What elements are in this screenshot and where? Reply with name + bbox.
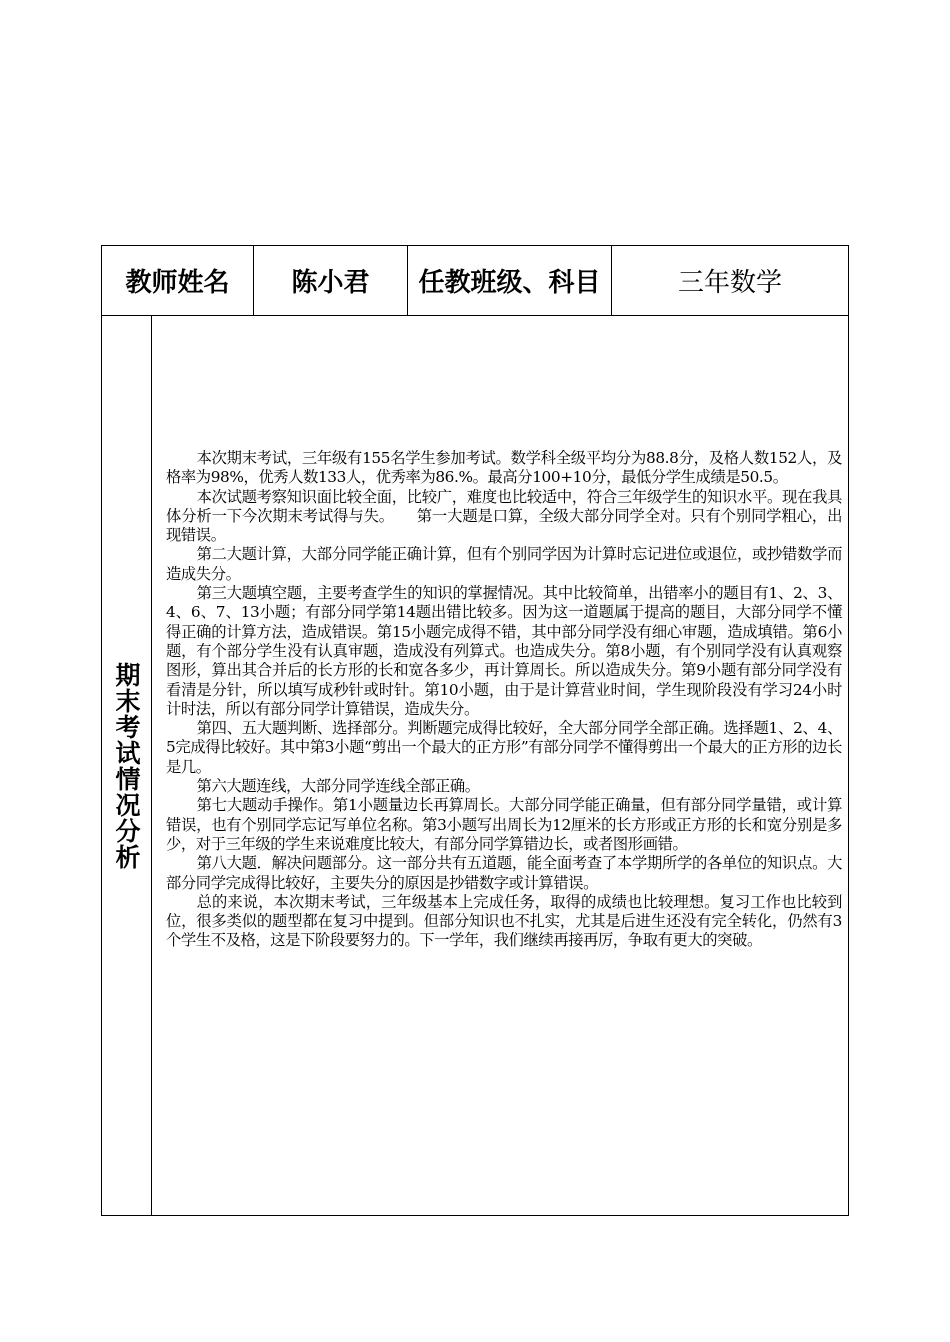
analysis-paragraph: 第四、五大题判断、选择部分。判断题完成得比较好，全大部分同学全部正确。选择题1、2、4、5完成得比较好。其中第3小题“剪出一个最大的正方形”有部分同学不懂得剪出一个最大的正方形的边长是几。 <box>166 719 842 776</box>
analysis-paragraph: 本次期末考试，三年级有155名学生参加考试。数学科全级平均分为88.8分，及格人数152人，及格率为98%，优秀人数133人，优秀率为86.%。最高分100+10分，最低分学生成绩是50.5。 <box>166 449 842 487</box>
analysis-paragraph: 第六大题连线，大部分同学连线全部正确。 <box>196 777 480 796</box>
header-row <box>102 246 848 316</box>
class-subject-label: 任教班级、科目 <box>408 246 612 315</box>
analysis-form-table <box>101 245 849 1216</box>
teacher-name-value: 陈小君 <box>254 246 408 315</box>
analysis-text <box>166 449 842 951</box>
section-label: 期末考试情况分析 <box>112 661 141 870</box>
analysis-paragraph: 第八大题．解决问题部分。这一部分共有五道题，能全面考查了本学期所学的各单位的知识点。大部分同学完成得比较好，主要失分的原因是抄错数字或计算错误。 <box>166 854 842 892</box>
analysis-paragraph: 本次试题考察知识面比较全面，比较广，难度也比较适中，符合三年级学生的知识水平。现在我具体分析一下今次期末考试得与失。 第一大题是口算，全级大部分同学全对。只有个别同学粗心，出现错误。 <box>166 487 842 545</box>
section-label-cell <box>102 316 152 1215</box>
teacher-name-label: 教师姓名 <box>102 246 254 315</box>
analysis-row <box>102 316 848 1215</box>
analysis-paragraph: 第七大题动手操作。第1小题量边长再算周长。大部分同学能正确量，但有部分同学量错，或计算错误，也有个别同学忘记写单位名称。第3小题写出周长为12厘米的长方形或正方形的长和宽分别是多少，对于三年级的学生来说难度比较大，有部分同学算错边长，或者图形画错。 <box>166 796 842 853</box>
class-subject-value: 三年数学 <box>677 268 782 298</box>
analysis-paragraph: 总的来说，本次期末考试，三年级基本上完成任务，取得的成绩也比较理想。复习工作也比较到位，很多类似的题型都在复习中提到。但部分知识也不扎实，尤其是后进生还没有完全转化，仍然有3个学生不及格，这是下阶段要努力的。下一学年，我们继续再接再厉，争取有更大的突破。 <box>166 892 842 950</box>
analysis-paragraph: 第三大题填空题，主要考查学生的知识的掌握情况。其中比较简单，出错率小的题目有1、2、3、4、6、7、13小题；有部分同学第14题出错比较多。因为这一道题属于提高的题目，大部分同学不懂得正确的计算方法，造成错误。第15小题完成得不错，其中部分同学没有细心审题，造成填错。第6小题，有个部分学生没有认真审题，造成没有列算式。也造成失分。第8小题，有个别同学没有认真观察图形，算出其合并后的长方形的长和宽各多少，再计算周长。所以造成失分。第9小题有部分同学没有看清是分针，所以填写成秒针或时针。第10小题，由于是计算营业时间，学生现阶段没有学习24小时计时法，所以有部分同学计算错误，造成失分。 <box>166 584 842 718</box>
analysis-paragraph: 第二大题计算，大部分同学能正确计算，但有个别同学因为计算时忘记进位或退位，或抄错数学而造成失分。 <box>166 545 842 583</box>
